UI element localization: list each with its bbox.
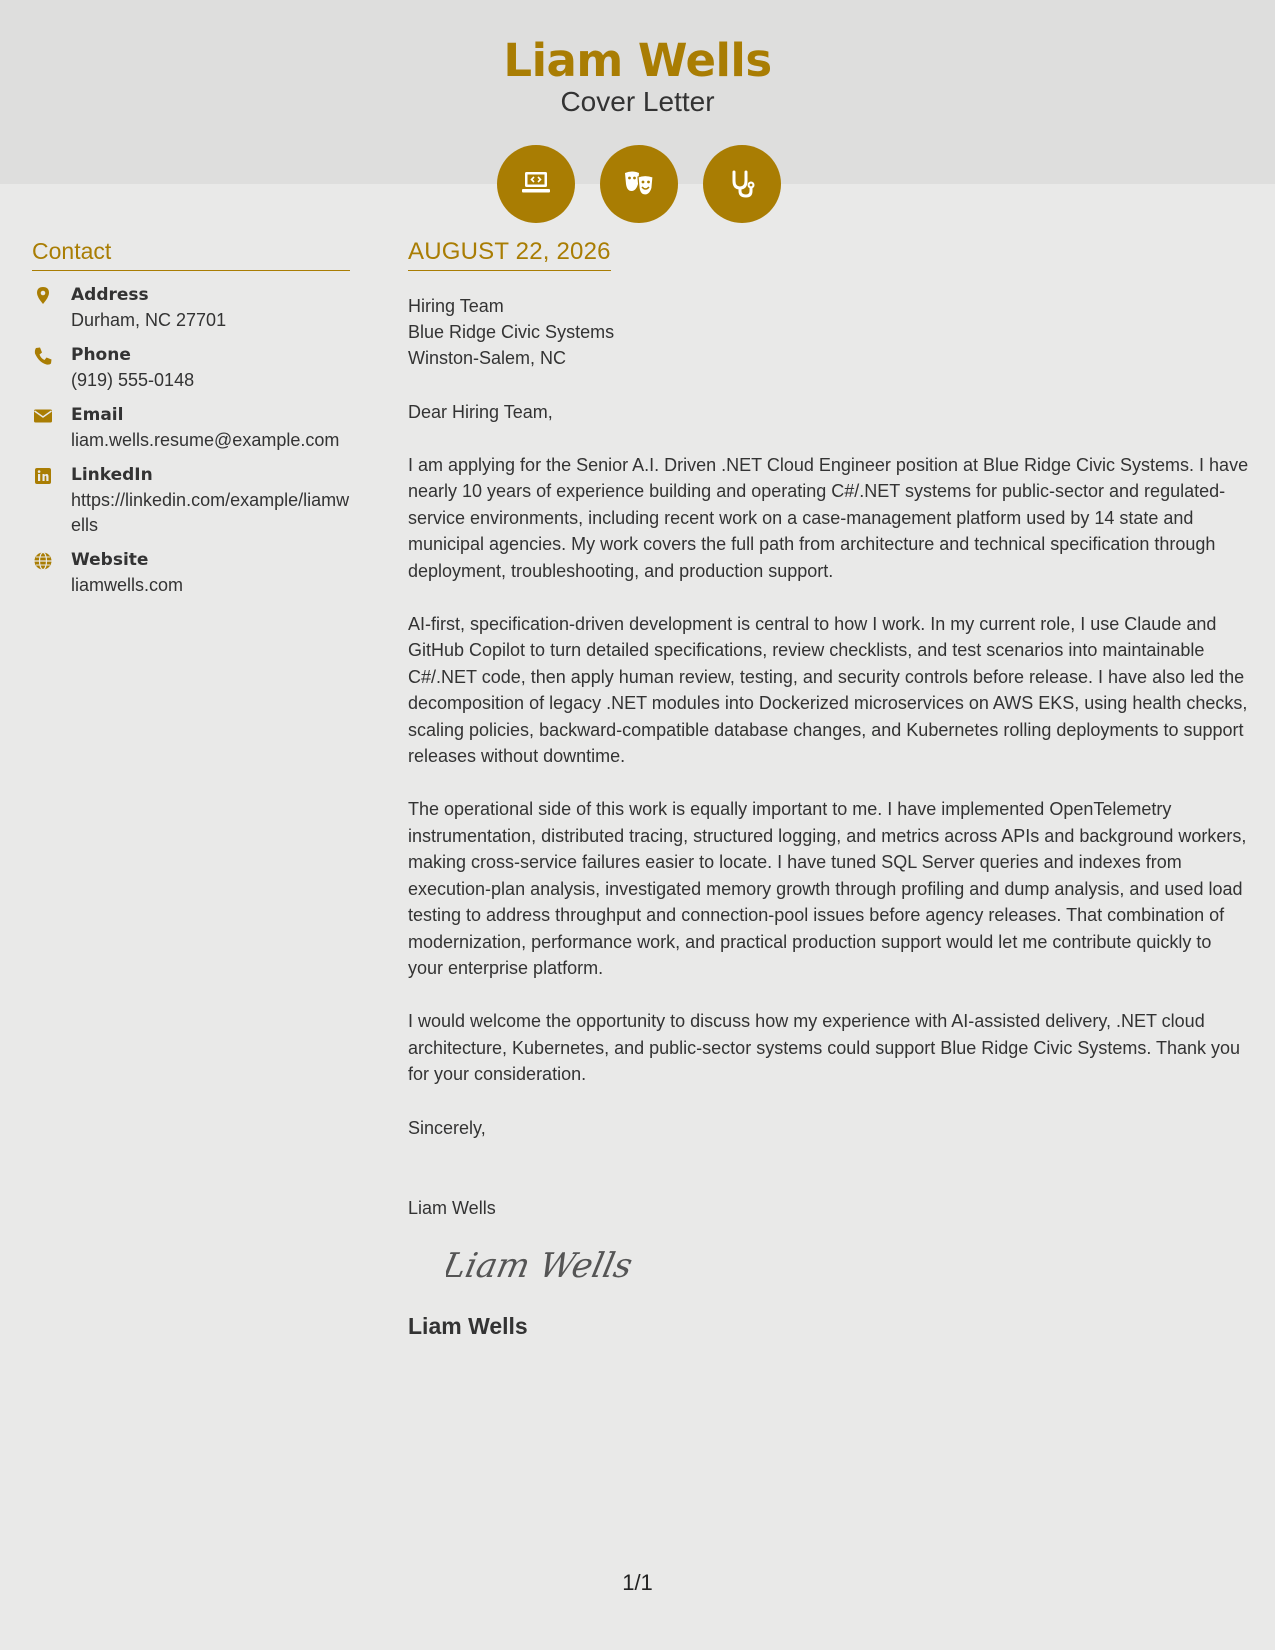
recipient-block xyxy=(408,293,1250,371)
contact-label: Website xyxy=(71,550,149,570)
badge-laptop xyxy=(497,145,575,223)
recipient-line: Hiring Team xyxy=(408,296,504,316)
contact-label: LinkedIn xyxy=(71,465,153,485)
typed-name: Liam Wells xyxy=(408,1197,496,1218)
body-paragraph: I am applying for the Senior A.I. Driven .NET Cloud Engineer position at Blue Ridge Civic Systems. I have nearly 10 years of experience building and operating C#/.NET systems for public-sector and regulated-service environments, including recent work on a case-management platform used by 14 state and municipal agencies. My work covers the full path from architecture and technical specification through deployment, troubleshooting, and production support. xyxy=(408,455,1249,581)
stethoscope-icon xyxy=(722,164,762,204)
theater-masks-icon xyxy=(619,164,659,204)
date-block xyxy=(408,238,611,271)
body-paragraph: AI-first, specification-driven development is central to how I work. In my current role, I use Claude and GitHub Copilot to turn detailed specifications, review checklists, and test scenarios into maintainable C#/.NET code, then apply human review, testing, and security controls before release. I have also led the decomposition of legacy .NET modules into Dockerized microservices on AWS EKS, using health checks, scaling policies, backward-compatible database changes, and Kubernetes rolling deployments to support releases without downtime. xyxy=(408,614,1248,767)
contact-value: liamwells.com xyxy=(71,575,184,595)
contact-list xyxy=(32,283,350,598)
contact-label: Address xyxy=(71,285,149,305)
recipient-line: Winston-Salem, NC xyxy=(408,348,567,368)
contact-value: Durham, NC 27701 xyxy=(71,310,227,330)
contact-address xyxy=(32,283,350,333)
page-number: 1/1 xyxy=(622,1570,653,1595)
linkedin-icon xyxy=(32,465,54,487)
profession-badges xyxy=(0,145,1275,225)
printed-name: Liam Wells xyxy=(408,1312,528,1339)
document-subtitle: Cover Letter xyxy=(560,86,715,117)
envelope-icon xyxy=(32,405,54,427)
signature-image xyxy=(446,1235,646,1295)
body-paragraph: The operational side of this work is equally important to me. I have implemented OpenTelemetry instrumentation, distributed tracing, structured logging, and metrics across APIs and background workers, making cross-service failures easier to locate. I have tuned SQL Server queries and indexes from execution-plan analysis, investigated memory growth through profiling and dump analysis, and used load testing to address throughput and connection-pool issues before agency releases. That combination of modernization, performance work, and practical production support would let me contribute quickly to your enterprise platform. xyxy=(408,799,1247,978)
recipient-line: Blue Ridge Civic Systems xyxy=(408,322,615,342)
contact-heading: Contact xyxy=(32,238,350,271)
salutation: Dear Hiring Team, xyxy=(408,402,553,422)
contact-phone xyxy=(32,343,350,393)
laptop-code-icon xyxy=(516,164,556,204)
applicant-name: Liam Wells xyxy=(503,34,772,87)
globe-icon xyxy=(32,550,54,572)
contact-linkedin xyxy=(32,463,350,538)
map-pin-icon xyxy=(32,285,54,307)
contact-label: Phone xyxy=(71,345,131,365)
contact-sidebar xyxy=(32,238,350,608)
contact-label: Email xyxy=(71,405,124,425)
signature-text: Liam Wells xyxy=(446,1245,636,1286)
contact-email xyxy=(32,403,350,453)
contact-website xyxy=(32,548,350,598)
closing: Sincerely, xyxy=(408,1117,486,1138)
contact-value: (919) 555-0148 xyxy=(71,370,195,390)
body-paragraph: I would welcome the opportunity to discuss how my experience with AI-assisted delivery, .NET cloud architecture, Kubernetes, and public-sector systems could support Blue Ridge Civic Systems. Thank you for your consideration. xyxy=(408,1011,1241,1085)
contact-value: liam.wells.resume@example.com xyxy=(71,430,340,450)
badge-masks xyxy=(600,145,678,223)
letter-body xyxy=(408,238,1250,1340)
badge-stethoscope xyxy=(703,145,781,223)
contact-value: https://linkedin.com/example/liamwells xyxy=(71,490,350,535)
phone-icon xyxy=(32,345,54,367)
handwritten-signature xyxy=(446,1235,1250,1297)
letter-date: AUGUST 22, 2026 xyxy=(408,238,611,265)
